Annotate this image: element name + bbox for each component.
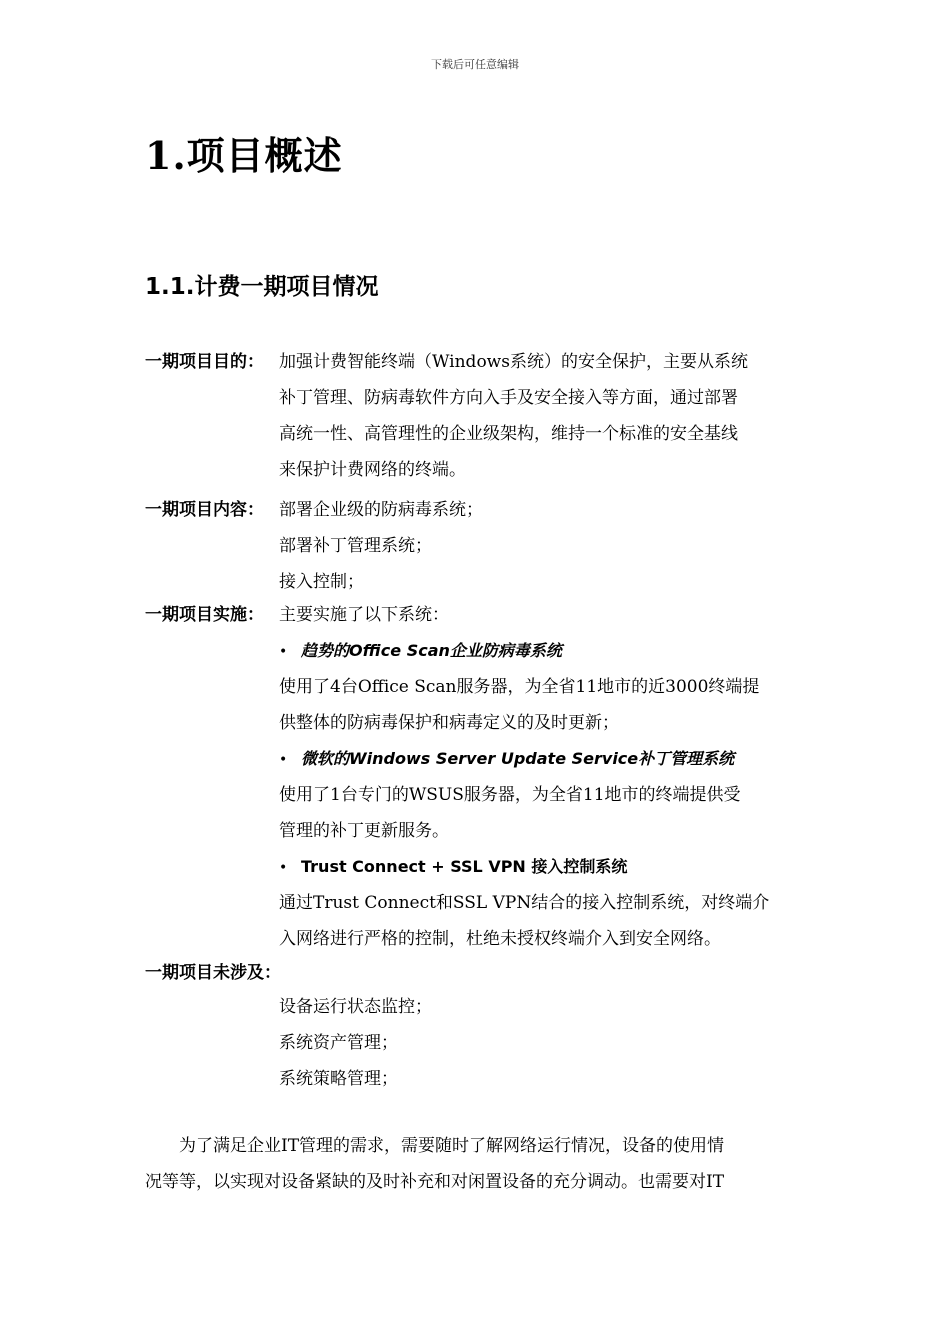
heading-2: 1.1.计费一期项目情况 [145, 274, 379, 300]
text-line: 来保护计费网络的终端。 [279, 460, 466, 480]
heading-1: 1.项目概述 [145, 133, 343, 178]
section-not-covered [145, 955, 810, 1099]
text-line: 接入控制； [279, 572, 364, 592]
page-header: 下载后可任意编辑 [431, 58, 519, 71]
bullet-title: 微软的Windows Server Update Service补丁管理系统 [301, 749, 735, 768]
text-line: 主要实施了以下系统： [279, 605, 449, 625]
text-line: 部署企业级的防病毒系统； [279, 500, 483, 520]
section-implement [145, 597, 810, 957]
text-line: 管理的补丁更新服务。 [279, 821, 449, 841]
text-line: 供整体的防病毒保护和病毒定义的及时更新； [279, 713, 619, 733]
text-line: 使用了4台Office Scan服务器，为全省11地市的近3000终端提 [279, 677, 760, 697]
section-goal [145, 344, 810, 488]
section-body [279, 492, 807, 600]
text-line: 加强计费智能终端（Windows系统）的安全保护，主要从系统 [279, 352, 748, 372]
text-line: 系统策略管理； [279, 1069, 398, 1089]
bullet-icon: • [279, 860, 288, 876]
text-line: 高统一性、高管理性的企业级架构，维持一个标准的安全基线 [279, 424, 738, 444]
text-line: 系统资产管理； [279, 1033, 398, 1053]
section-label: 一期项目目的： [145, 352, 264, 372]
section-label: 一期项目内容： [145, 500, 264, 520]
bullet-title: Trust Connect + SSL VPN 接入控制系统 [301, 857, 628, 876]
text-line: 使用了1台专门的WSUS服务器，为全省11地市的终端提供受 [279, 785, 741, 805]
section-content [145, 492, 810, 600]
text-line: 为了满足企业IT管理的需求，需要随时了解网络运行情况，设备的使用情 [145, 1136, 725, 1156]
text-line: 部署补丁管理系统； [279, 536, 432, 556]
text-line: 入网络进行严格的控制，杜绝未授权终端介入到安全网络。 [279, 929, 721, 949]
text-line: 补丁管理、防病毒软件方向入手及安全接入等方面，通过部署 [279, 388, 738, 408]
section-body [279, 344, 807, 488]
bullet-item [279, 849, 807, 885]
text-line: 况等等，以实现对设备紧缺的及时补充和对闲置设备的充分调动。也需要对IT [145, 1172, 725, 1192]
bullet-item [279, 741, 807, 777]
text-line: 设备运行状态监控； [279, 997, 432, 1017]
section-body [279, 989, 807, 1097]
section-label: 一期项目实施： [145, 605, 264, 625]
bullet-icon: • [279, 644, 288, 660]
section-label: 一期项目未涉及： [145, 963, 281, 983]
bullet-title: 趋势的Office Scan企业防病毒系统 [301, 641, 562, 660]
section-body [279, 597, 807, 957]
closing-paragraph [145, 1128, 810, 1200]
text-line: 通过Trust Connect和SSL VPN结合的接入控制系统，对终端介 [279, 893, 770, 913]
bullet-item [279, 633, 807, 669]
bullet-icon: • [279, 752, 288, 768]
